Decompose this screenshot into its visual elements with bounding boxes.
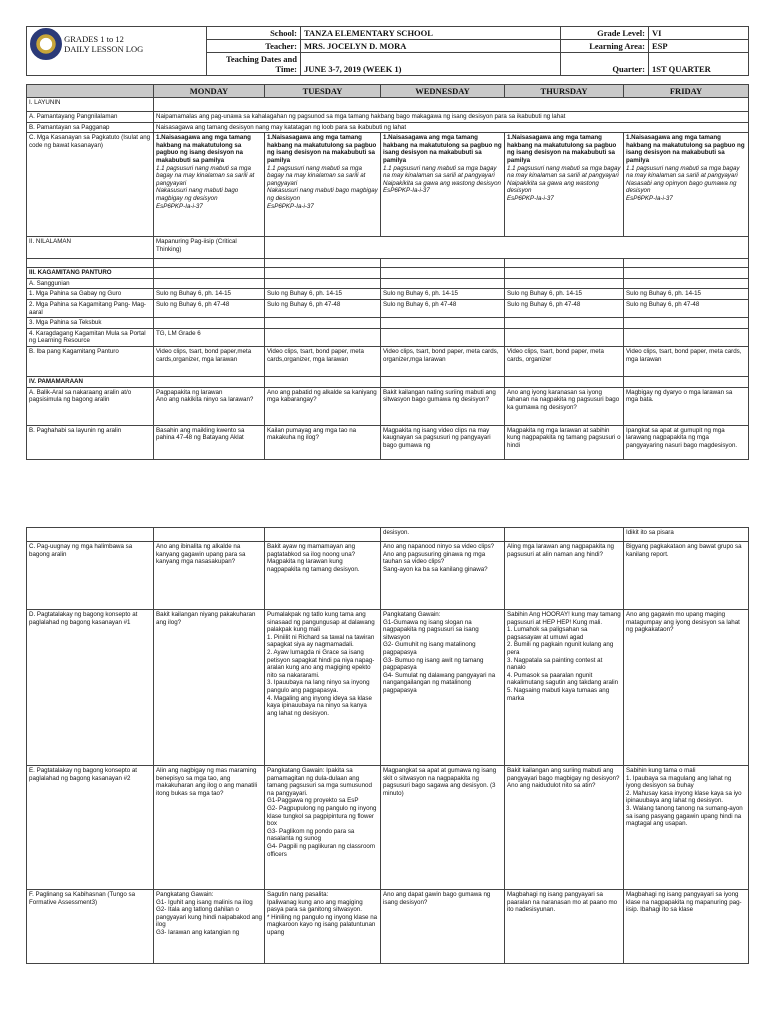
blank-cell xyxy=(624,318,749,329)
c2-friday: Bigyang pagkakataon ang bawat grupo sa kanilang report. xyxy=(624,542,749,610)
layunin-b-tuesday: Kailan pumayag ang mga tao na makakuha ng ilog? xyxy=(265,425,381,459)
blank-cell xyxy=(27,259,154,268)
c-code-tuesday: EsP6PKP-Ia-i-37 xyxy=(267,202,314,210)
layunin-blank xyxy=(154,98,749,112)
iba-label: B. Iba pang Kagamitang Panturo xyxy=(27,346,154,376)
kag-wednesday: Sulo ng Buhay 6, ph 47-48 xyxy=(381,299,505,317)
nilalaman-blank xyxy=(265,237,749,259)
c-ital-wednesday: 1.1 pagsusuri nang mabuti sa mga bagay na may kinalaman sa sarili at pangyayari Naipakikita sa gawa ang wastong desisyon xyxy=(383,164,501,187)
blank-cell xyxy=(624,268,749,279)
sanggunian-label: A. Sanggunian xyxy=(27,278,154,289)
blank-cell xyxy=(154,528,265,542)
grade-label: Grade Level: xyxy=(561,27,649,40)
area-value: ESP xyxy=(649,40,749,53)
balik-label: A. Balik-Aral sa nakaraang aralin at/o pagsisimula ng bagong aralin xyxy=(27,387,154,425)
a-text: Naipamamalas ang pag-unawa sa kahalagahan ng pagsunod sa mga tamang hakbang bago makagawa ng isang desisyon para sa ikabubuti ng lahat xyxy=(154,112,749,123)
kag-thursday: Sulo ng Buhay 6, ph 47-48 xyxy=(505,299,624,317)
blank-cell xyxy=(154,259,265,268)
c2-thursday: Aling mga larawan ang nagpapakita ng pagsusuri at alin naman ang hindi? xyxy=(505,542,624,610)
blank-cell xyxy=(381,376,505,387)
title-line-1: GRADES 1 to 12 xyxy=(64,34,124,44)
blank-cell xyxy=(154,268,265,279)
layunin-b-thursday: Magpakita ng mga larawan at sabihin kung nagpapakita ng tamang pagsusuri o hindi xyxy=(505,425,624,459)
logo-cell xyxy=(27,27,207,76)
d-label: D. Pagtatalakay ng bagong konsepto at paglalahad ng bagong kasanayan #1 xyxy=(27,610,154,766)
iba-thursday: Video clips, tsart, bond paper, meta cards, organizer xyxy=(505,346,624,376)
f-thursday: Magbahagi ng isang pangyayari sa paaralan na naranasan mo at paano mo ito nadesisyunan. xyxy=(505,890,624,964)
blank-cell xyxy=(505,328,624,346)
kagamitan-heading: III. KAGAMITANG PANTURO xyxy=(27,268,154,279)
teks-label: 3. Mga Pahina sa Teksbuk xyxy=(27,318,154,329)
c2-monday: Ano ang ibinalita ng alkalde na kanyang gagawin upang para sa kanyang mga nasasakupan? xyxy=(154,542,265,610)
school-value: TANZA ELEMENTARY SCHOOL xyxy=(301,27,561,40)
teacher-value: MRS. JOCELYN D. MORA xyxy=(301,40,561,53)
day-header-wednesday: WEDNESDAY xyxy=(381,85,505,98)
blank-cell xyxy=(505,376,624,387)
c-ital-friday: 1.1 pagsusuri nang mabuti sa mga bagay na may kinalaman sa sarili at pangyayari Nasasabi ang opinyon bago gumawa ng desisyon xyxy=(626,164,740,195)
deped-seal-icon xyxy=(30,28,62,60)
lr-label: 4. Karagdagang Kagamitan Mula sa Portal ng Learning Resource xyxy=(27,328,154,346)
blank-cell xyxy=(265,259,381,268)
blank-cell xyxy=(624,328,749,346)
b-label: B. Pamantayan sa Pagganap xyxy=(27,122,154,133)
c-thursday xyxy=(505,133,624,237)
a-label: A. Pamantayang Pangnilalaman xyxy=(27,112,154,123)
iba-friday: Video clips, tsart, bond paper, meta cards, mga larawan xyxy=(624,346,749,376)
layunin-b-friday: Ipangkat sa apat at gumupit ng mga larawang nagpapakita ng mga pangyayaring nasuri bago magdesisyon. xyxy=(624,425,749,459)
d-wednesday: Pangkatang Gawain: G1-Gumawa ng isang slogan na nagpapakita ng pagsusuri sa isang sitwasyon G2- Gumuhit ng isang matalinong pagpapasya G3- Bumuo ng isang awit ng tamang pagpapasya G4- Sumulat ng dalawang pangyayari na nangangailangan ng matalinong pagpapasya xyxy=(381,610,505,766)
f-tuesday: Sagutin nang pasalita: Ipaliwanag kung ano ang magiging pasya para sa ganitong sitwasyon. * Hiniling ng pangulo ng inyong klase na magkaroon kayo ng isang palatuntunan upang xyxy=(265,890,381,964)
blank-cell xyxy=(265,376,381,387)
blank-cell xyxy=(505,318,624,329)
lesson-log-page-2 xyxy=(26,527,748,964)
kag-tuesday: Sulo ng Buhay 6, ph 47-48 xyxy=(265,299,381,317)
blank-cell xyxy=(624,278,749,289)
day-header-monday: MONDAY xyxy=(154,85,265,98)
gabay-thursday: Sulo ng Buhay 6, ph. 14-15 xyxy=(505,289,624,300)
quarter-value: 1ST QUARTER xyxy=(649,53,749,76)
c-bold-friday: 1.Naisasagawa ang mga tamang hakbang na makatutulong sa pagbuo ng isang desisyon na makabubuti sa pamilya xyxy=(626,134,745,164)
kag-label: 2. Mga Pahina sa Kagamitang Pang- Mag-aaral xyxy=(27,299,154,317)
lesson-log-page-1 xyxy=(26,26,748,460)
day-header-thursday: THURSDAY xyxy=(505,85,624,98)
c-monday xyxy=(154,133,265,237)
c-wednesday xyxy=(381,133,505,237)
teacher-label: Teacher: xyxy=(207,40,301,53)
nilalaman-label: II. NILALAMAN xyxy=(27,237,154,259)
balik-monday: Pagpapakita ng larawan Ano ang nakikita ninyo sa larawan? xyxy=(154,387,265,425)
blank-cell xyxy=(265,528,381,542)
blank-cell xyxy=(27,528,154,542)
blank-cell xyxy=(154,318,265,329)
layunin-heading: I. LAYUNIN xyxy=(27,98,154,112)
day-header-tuesday: TUESDAY xyxy=(265,85,381,98)
blank-cell xyxy=(505,259,624,268)
blank-cell xyxy=(154,376,265,387)
iba-wednesday: Video clips, tsart, bond paper, meta cards, organizer,mga larawan xyxy=(381,346,505,376)
blank-cell xyxy=(505,528,624,542)
grade-value: VI xyxy=(649,27,749,40)
blank-cell xyxy=(154,278,265,289)
balik-friday: Magbigay ng dyaryo o mga larawan sa mga bata. xyxy=(624,387,749,425)
cont-friday: Idikit ito sa pisara xyxy=(624,528,749,542)
blank-cell xyxy=(265,318,381,329)
c-bold-wednesday: 1.Naisasagawa ang mga tamang hakbang na makatutulong sa pagbuo ng isang desisyon na makabubuti sa pamilya xyxy=(383,134,502,164)
blank-cell xyxy=(265,278,381,289)
gabay-tuesday: Sulo ng Buhay 6, ph. 14-15 xyxy=(265,289,381,300)
d-friday: Ano ang gagawin mo upang maging matagumpay ang iyong desisyon sa lahat ng pagkakataon? xyxy=(624,610,749,766)
blank-cell xyxy=(505,268,624,279)
cont-wednesday: desisyon. xyxy=(381,528,505,542)
iba-monday: Video clips, tsart, bond paper,meta cards,organizer, mga larawan xyxy=(154,346,265,376)
lesson-table-2 xyxy=(26,527,749,964)
c-ital-thursday: 1.1 pagsusuri nang mabuti sa mga bagay na may kinalaman sa sarili at pangyayari Naipakikita sa gawa ang wastong desisyon xyxy=(507,164,621,195)
c-ital-tuesday: 1.1 pagsusuri nang mabuti sa mga bagay na may kinalaman sa sarili at pangyayari Nakasusuri nang mabuti bago magbigay ng desisyon xyxy=(267,164,378,202)
d-thursday: Sabihin Ang HOORAY! kung may tamang pagsusuri at HEP HEP! Kung mali. 1. Lumahok sa paligsahan sa pagsasayaw at umuwi agad 2. Bumili ng pagkain ngunit kulang ang pera 3. Nagpatala sa painting contest at nanalo 4. Pumasok sa paaralan ngunit nakalimutang sagutin ang takdang aralin 5. Nagsaing mabuti kaya tumaas ang marka xyxy=(505,610,624,766)
day-header-friday: FRIDAY xyxy=(624,85,749,98)
f-monday: Pangkatang Gawain: G1- Iguhit ang isang malinis na ilog G2- Itala ang tatlong dahilan o pangyayari kung hindi naipabakod ang ilog G3- Iarawan ang katangian ng xyxy=(154,890,265,964)
f-wednesday: Ano ang dapat gawin bago gumawa ng isang desisyon? xyxy=(381,890,505,964)
kag-friday: Sulo ng Buhay 6, ph 47-48 xyxy=(624,299,749,317)
school-label: School: xyxy=(207,27,301,40)
blank-cell xyxy=(381,318,505,329)
gabay-wednesday: Sulo ng Buhay 6, ph. 14-15 xyxy=(381,289,505,300)
d-tuesday: Pumalakpak ng tatlo kung tama ang sinasaad ng pangungusap at dalawang palakpak kung mali 1. Piniilit ni Richard sa tawal na tawiran sapagkat siya ay nagmamadali. 2. Ayaw lumagda ni Grace sa isang petisyon sapagkat hindi pa niya napag-aralan kung ano ang magiging epekto nito sa nakararami. 3. Ipauubaya na lang ninyo sa inyong pangulo ang pagpapasya. 4. Magaling ang inyong ideya sa klase kaya ipinauubaya na ninyo sa kanya ang lahat ng desisyon. xyxy=(265,610,381,766)
pamamaraan-heading: IV. PAMAMARAAN xyxy=(27,376,154,387)
layunin-b-wednesday: Magpakita ng isang video clips na may kaugnayan sa pagsusuri ng pangyayari bago gumawa ng xyxy=(381,425,505,459)
balik-wednesday: Bakit kailangan nating suriing mabuti ang sitwasyon bago gumawa ng desisyon? xyxy=(381,387,505,425)
blank-cell xyxy=(265,268,381,279)
c-label: C. Mga Kasanayan sa Pagkatuto (Isulat ang code ng bawat kasanayan) xyxy=(27,133,154,237)
e-monday: Alin ang nagbigay ng mas maraming benepisyo sa mga tao, ang makakuharan ang ilog o ang manatili itong bukas sa mga tao? xyxy=(154,766,265,890)
nilalaman-text: Mapanuring Pag-iisip (Critical Thinking) xyxy=(154,237,265,259)
blank-cell xyxy=(381,328,505,346)
c-tuesday xyxy=(265,133,381,237)
blank-cell xyxy=(265,328,381,346)
title-line-2: DAILY LESSON LOG xyxy=(64,44,144,54)
f-label: F. Paglinang sa Kabihasnan (Tungo sa Formative Assessment3) xyxy=(27,890,154,964)
b-text: Naisasagawa ang tamang desisyon nang may katatagan ng loob para sa ikabubuti ng lahat xyxy=(154,122,749,133)
c2-wednesday: Ano ang napanood ninyo sa video clips? Ano ang pagsusuring ginawa ng mga tauhan sa video clips? Sang-ayon ka ba sa kanilang ginawa? xyxy=(381,542,505,610)
e-friday: Sabihin kung tama o mali 1. Ipaubaya sa magulang ang lahat ng iyong desisyon sa buhay 2. Mahusay kasa inyong klase kaya sa iyo ipinauubaya ang lahat ng desisyon. 3. Walang tanong tanong na sumang-ayon sa isang pasyang gagawin upang hindi na magtagal ang usapan. xyxy=(624,766,749,890)
quarter-label: Quarter: xyxy=(561,53,649,76)
c-bold-thursday: 1.Naisasagawa ang mga tamang hakbang na makatutulong sa pagbuo ng isang desisyon na makabubuti sa pamilya xyxy=(507,134,617,164)
blank-cell xyxy=(505,278,624,289)
lr-monday: TG, LM Grade 6 xyxy=(154,328,265,346)
c-code-thursday: EsP6PKP-Ia-i-37 xyxy=(507,194,554,202)
c2-label: C. Pag-uugnay ng mga halimbawa sa bagong aralin xyxy=(27,542,154,610)
e-wednesday: Magpangkat sa apat at gumawa ng isang skit o sitwasyon na nagpapakita ng pagsusuri bago sagawa ang desisyon. (3 minuto) xyxy=(381,766,505,890)
layunin-b-monday: Basahin ang maikling kwento sa pahina 47-48 ng Batayang Aklat xyxy=(154,425,265,459)
e-tuesday: Pangkatang Gawain: Ipakita sa pamamagitan ng dula-dulaan ang tamang pagsusuri sa mga sumusunod na pangyayari. G1-Paggawa ng proyekto sa EsP G2- Pagpupulong ng pangulo ng inyong klase tungkol sa pagpipintura ng flower box G3- Paglikom ng pondo para sa nasalanta ng sunog G4- Pagpili ng paglikuran ng classroom officers xyxy=(265,766,381,890)
gabay-monday: Sulo ng Buhay 6, ph. 14-15 xyxy=(154,289,265,300)
lesson-table-1 xyxy=(26,84,749,460)
c-code-friday: EsP6PKP-Ia-i-37 xyxy=(626,194,673,202)
c-friday xyxy=(624,133,749,237)
blank-cell xyxy=(381,259,505,268)
c-code-wednesday: EsP6PKP-Ia-i-37 xyxy=(383,187,430,195)
area-label: Learning Area: xyxy=(561,40,649,53)
dates-label: Teaching Dates and Time: xyxy=(207,53,301,76)
header-table xyxy=(26,26,749,76)
c2-tuesday: Bakit ayaw ng mamamayan ang pagtatabkod sa ilog noong una? Magpakita ng larawan kung nagpapakita ng tamang desisyon. xyxy=(265,542,381,610)
c-bold-tuesday: 1.Naisasagawa ang mga tamang hakbang na makatutulong sa pagbuo ng isang desisyon na makabubuti sa pamilya xyxy=(267,134,377,164)
iba-tuesday: Video clips, tsart, bond paper, meta cards,organizer, mga larawan xyxy=(265,346,381,376)
balik-tuesday: Ano ang pabatid ng alkalde sa kaniyang mga kabarangay? xyxy=(265,387,381,425)
gabay-label: 1. Mga Pahina sa Gabay ng Guro xyxy=(27,289,154,300)
d-monday: Bakit kailangan niyang pakakuharan ang ilog? xyxy=(154,610,265,766)
blank-cell xyxy=(381,268,505,279)
e-label: E. Pagtatalakay ng bagong konsepto at paglalahad ng bagong kasanayan #2 xyxy=(27,766,154,890)
gabay-friday: Sulo ng Buhay 6, ph. 14-15 xyxy=(624,289,749,300)
c-ital-monday: 1.1 pagsusuri nang mabuti sa mga bagay na may kinalaman sa sarili at pangyayari Nakasusuri nang mabuti bago magbigay ng desisyon xyxy=(156,164,255,202)
blank-cell xyxy=(624,376,749,387)
f-friday: Magbahagi ng isang pangyayari sa iyong klase na nagpapakita ng mapanuring pag-iisip. Ibahagi ito sa klase xyxy=(624,890,749,964)
c-code-monday: EsP6PKP-Ia-i-37 xyxy=(156,202,203,210)
day-header-blank xyxy=(27,85,154,98)
e-thursday: Bakit kailangan ang suriing mabuti ang pangyayari bago magbigay ng desisyon? Ano ang naidudulot nito sa atin? xyxy=(505,766,624,890)
blank-cell xyxy=(381,278,505,289)
layunin-b-label: B. Paghahabi sa layunin ng aralin xyxy=(27,425,154,459)
kag-monday: Sulo ng Buhay 6, ph 47-48 xyxy=(154,299,265,317)
balik-thursday: Ano ang iyong karanasan sa iyong tahanan na nagpakita ng pagsusuri bago ka gumawa ng desisyon? xyxy=(505,387,624,425)
dates-value: JUNE 3-7, 2019 (WEEK 1) xyxy=(301,53,561,76)
blank-cell xyxy=(624,259,749,268)
c-bold-monday: 1.Naisasagawa ang mga tamang hakbang na makatutulong sa pagbuo ng isang desisyon na makabubuti sa pamilya xyxy=(156,134,251,164)
